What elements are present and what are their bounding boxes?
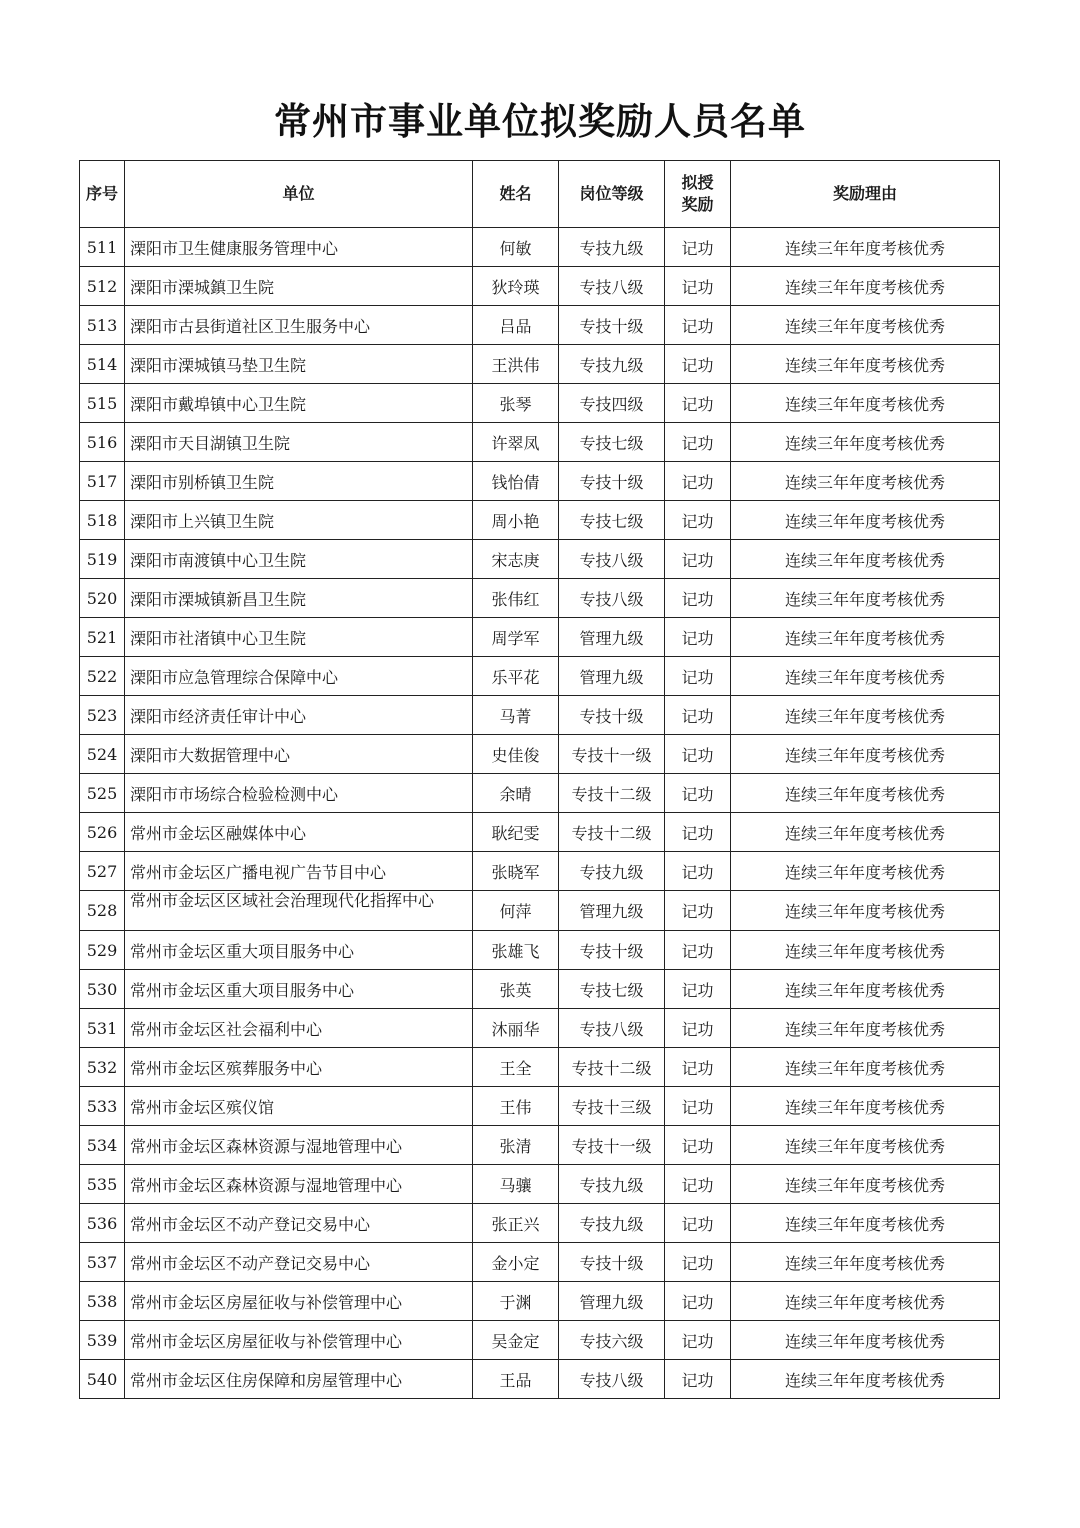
cell-name: 张伟红 xyxy=(473,579,559,618)
cell-unit: 常州市金坛区不动产登记交易中心 xyxy=(125,1204,473,1243)
table-row xyxy=(80,1009,1000,1048)
cell-unit: 常州市金坛区森林资源与湿地管理中心 xyxy=(125,1126,473,1165)
cell-grade: 专技六级 xyxy=(559,1321,665,1360)
table-row xyxy=(80,267,1000,306)
table-row xyxy=(80,657,1000,696)
cell-index: 531 xyxy=(80,1009,125,1048)
cell-reason: 连续三年年度考核优秀 xyxy=(731,970,1000,1009)
table-row xyxy=(80,891,1000,931)
cell-reason: 连续三年年度考核优秀 xyxy=(731,1204,1000,1243)
table-row xyxy=(80,1282,1000,1321)
cell-name: 吴金定 xyxy=(473,1321,559,1360)
table-row xyxy=(80,1321,1000,1360)
cell-reason: 连续三年年度考核优秀 xyxy=(731,696,1000,735)
cell-name: 王洪伟 xyxy=(473,345,559,384)
cell-name: 钱怡倩 xyxy=(473,462,559,501)
cell-unit: 溧阳市应急管理综合保障中心 xyxy=(125,657,473,696)
cell-index: 521 xyxy=(80,618,125,657)
cell-grade: 专技十级 xyxy=(559,696,665,735)
cell-index: 519 xyxy=(80,540,125,579)
cell-index: 513 xyxy=(80,306,125,345)
cell-name: 张英 xyxy=(473,970,559,1009)
table-row xyxy=(80,1126,1000,1165)
cell-unit: 溧阳市天目湖镇卫生院 xyxy=(125,423,473,462)
cell-name: 王全 xyxy=(473,1048,559,1087)
cell-unit: 溧阳市卫生健康服务管理中心 xyxy=(125,228,473,267)
cell-grade: 管理九级 xyxy=(559,1282,665,1321)
cell-award: 记功 xyxy=(665,696,731,735)
cell-award: 记功 xyxy=(665,462,731,501)
cell-unit: 溧阳市南渡镇中心卫生院 xyxy=(125,540,473,579)
cell-award: 记功 xyxy=(665,735,731,774)
header-index: 序号 xyxy=(80,161,125,228)
cell-award: 记功 xyxy=(665,970,731,1009)
cell-award: 记功 xyxy=(665,1087,731,1126)
cell-unit: 溧阳市市场综合检验检测中心 xyxy=(125,774,473,813)
cell-reason: 连续三年年度考核优秀 xyxy=(731,891,1000,931)
cell-index: 517 xyxy=(80,462,125,501)
cell-reason: 连续三年年度考核优秀 xyxy=(731,579,1000,618)
cell-index: 515 xyxy=(80,384,125,423)
cell-index: 528 xyxy=(80,891,125,931)
cell-name: 张琴 xyxy=(473,384,559,423)
cell-reason: 连续三年年度考核优秀 xyxy=(731,267,1000,306)
cell-unit: 常州市金坛区融媒体中心 xyxy=(125,813,473,852)
cell-name: 何敏 xyxy=(473,228,559,267)
cell-grade: 管理九级 xyxy=(559,657,665,696)
cell-reason: 连续三年年度考核优秀 xyxy=(731,657,1000,696)
table-row xyxy=(80,931,1000,970)
cell-grade: 专技八级 xyxy=(559,579,665,618)
cell-index: 526 xyxy=(80,813,125,852)
cell-grade: 专技十二级 xyxy=(559,774,665,813)
cell-grade: 专技十级 xyxy=(559,931,665,970)
cell-grade: 专技十二级 xyxy=(559,1048,665,1087)
cell-reason: 连续三年年度考核优秀 xyxy=(731,501,1000,540)
cell-index: 520 xyxy=(80,579,125,618)
cell-grade: 专技八级 xyxy=(559,267,665,306)
cell-grade: 专技八级 xyxy=(559,1360,665,1399)
cell-grade: 专技八级 xyxy=(559,540,665,579)
table-row xyxy=(80,306,1000,345)
cell-index: 535 xyxy=(80,1165,125,1204)
table-row xyxy=(80,1087,1000,1126)
cell-award: 记功 xyxy=(665,1009,731,1048)
cell-reason: 连续三年年度考核优秀 xyxy=(731,1165,1000,1204)
cell-index: 529 xyxy=(80,931,125,970)
cell-award: 记功 xyxy=(665,1321,731,1360)
header-award-line2: 奖励 xyxy=(681,195,714,214)
table-row xyxy=(80,228,1000,267)
cell-grade: 专技十级 xyxy=(559,306,665,345)
cell-unit: 常州市金坛区重大项目服务中心 xyxy=(125,970,473,1009)
cell-award: 记功 xyxy=(665,891,731,931)
cell-grade: 专技四级 xyxy=(559,384,665,423)
table-row xyxy=(80,501,1000,540)
cell-grade: 专技九级 xyxy=(559,345,665,384)
cell-award: 记功 xyxy=(665,1165,731,1204)
cell-award: 记功 xyxy=(665,1204,731,1243)
cell-award: 记功 xyxy=(665,1360,731,1399)
cell-reason: 连续三年年度考核优秀 xyxy=(731,1087,1000,1126)
cell-award: 记功 xyxy=(665,501,731,540)
cell-unit: 常州市金坛区森林资源与湿地管理中心 xyxy=(125,1165,473,1204)
cell-unit: 溧阳市社渚镇中心卫生院 xyxy=(125,618,473,657)
cell-award: 记功 xyxy=(665,1243,731,1282)
cell-grade: 专技九级 xyxy=(559,1204,665,1243)
cell-reason: 连续三年年度考核优秀 xyxy=(731,540,1000,579)
cell-name: 宋志庚 xyxy=(473,540,559,579)
cell-name: 周小艳 xyxy=(473,501,559,540)
cell-grade: 专技九级 xyxy=(559,852,665,891)
table-row xyxy=(80,540,1000,579)
cell-unit: 常州市金坛区房屋征收与补偿管理中心 xyxy=(125,1282,473,1321)
cell-reason: 连续三年年度考核优秀 xyxy=(731,1321,1000,1360)
table-row xyxy=(80,1165,1000,1204)
cell-grade: 专技九级 xyxy=(559,1165,665,1204)
cell-grade: 专技八级 xyxy=(559,1009,665,1048)
cell-name: 耿纪雯 xyxy=(473,813,559,852)
cell-index: 511 xyxy=(80,228,125,267)
cell-grade: 专技十二级 xyxy=(559,813,665,852)
table-row xyxy=(80,1360,1000,1399)
cell-name: 王品 xyxy=(473,1360,559,1399)
table-row xyxy=(80,579,1000,618)
cell-index: 512 xyxy=(80,267,125,306)
cell-unit: 常州市金坛区重大项目服务中心 xyxy=(125,931,473,970)
cell-reason: 连续三年年度考核优秀 xyxy=(731,384,1000,423)
cell-award: 记功 xyxy=(665,1282,731,1321)
cell-grade: 专技十一级 xyxy=(559,1126,665,1165)
cell-unit: 溧阳市溧城镇新昌卫生院 xyxy=(125,579,473,618)
cell-unit: 常州市金坛区社会福利中心 xyxy=(125,1009,473,1048)
cell-award: 记功 xyxy=(665,540,731,579)
cell-unit: 溧阳市戴埠镇中心卫生院 xyxy=(125,384,473,423)
cell-award: 记功 xyxy=(665,774,731,813)
cell-reason: 连续三年年度考核优秀 xyxy=(731,618,1000,657)
cell-reason: 连续三年年度考核优秀 xyxy=(731,1009,1000,1048)
cell-index: 527 xyxy=(80,852,125,891)
cell-reason: 连续三年年度考核优秀 xyxy=(731,228,1000,267)
table-row xyxy=(80,345,1000,384)
cell-name: 沐丽华 xyxy=(473,1009,559,1048)
cell-award: 记功 xyxy=(665,228,731,267)
cell-name: 何萍 xyxy=(473,891,559,931)
cell-grade: 专技七级 xyxy=(559,423,665,462)
header-name: 姓名 xyxy=(473,161,559,228)
cell-unit: 常州市金坛区殡葬服务中心 xyxy=(125,1048,473,1087)
table-row xyxy=(80,618,1000,657)
cell-name: 张清 xyxy=(473,1126,559,1165)
cell-award: 记功 xyxy=(665,931,731,970)
cell-grade: 专技十三级 xyxy=(559,1087,665,1126)
cell-grade: 专技九级 xyxy=(559,228,665,267)
table-row xyxy=(80,462,1000,501)
cell-index: 530 xyxy=(80,970,125,1009)
cell-name: 余晴 xyxy=(473,774,559,813)
cell-reason: 连续三年年度考核优秀 xyxy=(731,1048,1000,1087)
cell-award: 记功 xyxy=(665,345,731,384)
cell-unit: 常州市金坛区殡仪馆 xyxy=(125,1087,473,1126)
cell-name: 马菁 xyxy=(473,696,559,735)
cell-award: 记功 xyxy=(665,306,731,345)
cell-grade: 专技十一级 xyxy=(559,735,665,774)
cell-grade: 专技七级 xyxy=(559,970,665,1009)
cell-award: 记功 xyxy=(665,657,731,696)
cell-reason: 连续三年年度考核优秀 xyxy=(731,852,1000,891)
cell-name: 张晓军 xyxy=(473,852,559,891)
table-row xyxy=(80,970,1000,1009)
table-row xyxy=(80,1048,1000,1087)
cell-unit: 溧阳市溧城镇马垫卫生院 xyxy=(125,345,473,384)
cell-reason: 连续三年年度考核优秀 xyxy=(731,813,1000,852)
table-header-row xyxy=(80,161,1000,228)
cell-reason: 连续三年年度考核优秀 xyxy=(731,1360,1000,1399)
cell-grade: 管理九级 xyxy=(559,891,665,931)
cell-award: 记功 xyxy=(665,267,731,306)
table-row xyxy=(80,423,1000,462)
cell-index: 518 xyxy=(80,501,125,540)
cell-name: 史佳俊 xyxy=(473,735,559,774)
table-row xyxy=(80,1204,1000,1243)
cell-award: 记功 xyxy=(665,1048,731,1087)
cell-index: 534 xyxy=(80,1126,125,1165)
cell-index: 537 xyxy=(80,1243,125,1282)
cell-name: 张雄飞 xyxy=(473,931,559,970)
header-award xyxy=(665,161,731,228)
cell-index: 532 xyxy=(80,1048,125,1087)
cell-name: 于渊 xyxy=(473,1282,559,1321)
cell-name: 马骧 xyxy=(473,1165,559,1204)
cell-index: 523 xyxy=(80,696,125,735)
cell-index: 522 xyxy=(80,657,125,696)
cell-unit: 溧阳市古县街道社区卫生服务中心 xyxy=(125,306,473,345)
page-title: 常州市事业单位拟奖励人员名单 xyxy=(274,100,806,143)
cell-award: 记功 xyxy=(665,852,731,891)
cell-unit: 常州市金坛区不动产登记交易中心 xyxy=(125,1243,473,1282)
header-reason: 奖励理由 xyxy=(731,161,1000,228)
header-grade: 岗位等级 xyxy=(559,161,665,228)
cell-reason: 连续三年年度考核优秀 xyxy=(731,1282,1000,1321)
cell-unit: 常州市金坛区住房保障和房屋管理中心 xyxy=(125,1360,473,1399)
cell-name: 狄玲瑛 xyxy=(473,267,559,306)
table-body xyxy=(80,228,1000,1399)
cell-unit: 常州市金坛区房屋征收与补偿管理中心 xyxy=(125,1321,473,1360)
cell-award: 记功 xyxy=(665,618,731,657)
cell-index: 539 xyxy=(80,1321,125,1360)
header-award-line1: 拟授 xyxy=(681,173,714,192)
cell-unit: 常州市金坛区区域社会治理现代化指挥中心 xyxy=(125,891,473,931)
cell-index: 524 xyxy=(80,735,125,774)
award-roster-table xyxy=(79,160,1000,1399)
cell-reason: 连续三年年度考核优秀 xyxy=(731,423,1000,462)
cell-name: 许翠凤 xyxy=(473,423,559,462)
cell-name: 张正兴 xyxy=(473,1204,559,1243)
cell-reason: 连续三年年度考核优秀 xyxy=(731,306,1000,345)
cell-index: 533 xyxy=(80,1087,125,1126)
cell-name: 乐平花 xyxy=(473,657,559,696)
cell-unit: 溧阳市经济责任审计中心 xyxy=(125,696,473,735)
table-row xyxy=(80,813,1000,852)
cell-reason: 连续三年年度考核优秀 xyxy=(731,1243,1000,1282)
cell-award: 记功 xyxy=(665,579,731,618)
cell-unit: 常州市金坛区广播电视广告节目中心 xyxy=(125,852,473,891)
cell-reason: 连续三年年度考核优秀 xyxy=(731,931,1000,970)
cell-grade: 管理九级 xyxy=(559,618,665,657)
cell-index: 525 xyxy=(80,774,125,813)
cell-unit: 溧阳市别桥镇卫生院 xyxy=(125,462,473,501)
cell-reason: 连续三年年度考核优秀 xyxy=(731,774,1000,813)
cell-unit: 溧阳市大数据管理中心 xyxy=(125,735,473,774)
cell-index: 516 xyxy=(80,423,125,462)
table-row xyxy=(80,852,1000,891)
table-row xyxy=(80,735,1000,774)
cell-unit: 溧阳市上兴镇卫生院 xyxy=(125,501,473,540)
cell-name: 吕品 xyxy=(473,306,559,345)
table-row xyxy=(80,384,1000,423)
cell-reason: 连续三年年度考核优秀 xyxy=(731,462,1000,501)
cell-award: 记功 xyxy=(665,423,731,462)
cell-reason: 连续三年年度考核优秀 xyxy=(731,345,1000,384)
cell-name: 王伟 xyxy=(473,1087,559,1126)
cell-award: 记功 xyxy=(665,813,731,852)
cell-grade: 专技十级 xyxy=(559,1243,665,1282)
cell-award: 记功 xyxy=(665,384,731,423)
cell-index: 540 xyxy=(80,1360,125,1399)
header-unit: 单位 xyxy=(125,161,473,228)
table-row xyxy=(80,774,1000,813)
cell-unit: 溧阳市溧城鎮卫生院 xyxy=(125,267,473,306)
table-row xyxy=(80,696,1000,735)
table-row xyxy=(80,1243,1000,1282)
cell-index: 538 xyxy=(80,1282,125,1321)
cell-grade: 专技十级 xyxy=(559,462,665,501)
cell-reason: 连续三年年度考核优秀 xyxy=(731,735,1000,774)
cell-name: 周学军 xyxy=(473,618,559,657)
cell-name: 金小定 xyxy=(473,1243,559,1282)
cell-reason: 连续三年年度考核优秀 xyxy=(731,1126,1000,1165)
cell-index: 514 xyxy=(80,345,125,384)
cell-award: 记功 xyxy=(665,1126,731,1165)
cell-grade: 专技七级 xyxy=(559,501,665,540)
cell-index: 536 xyxy=(80,1204,125,1243)
